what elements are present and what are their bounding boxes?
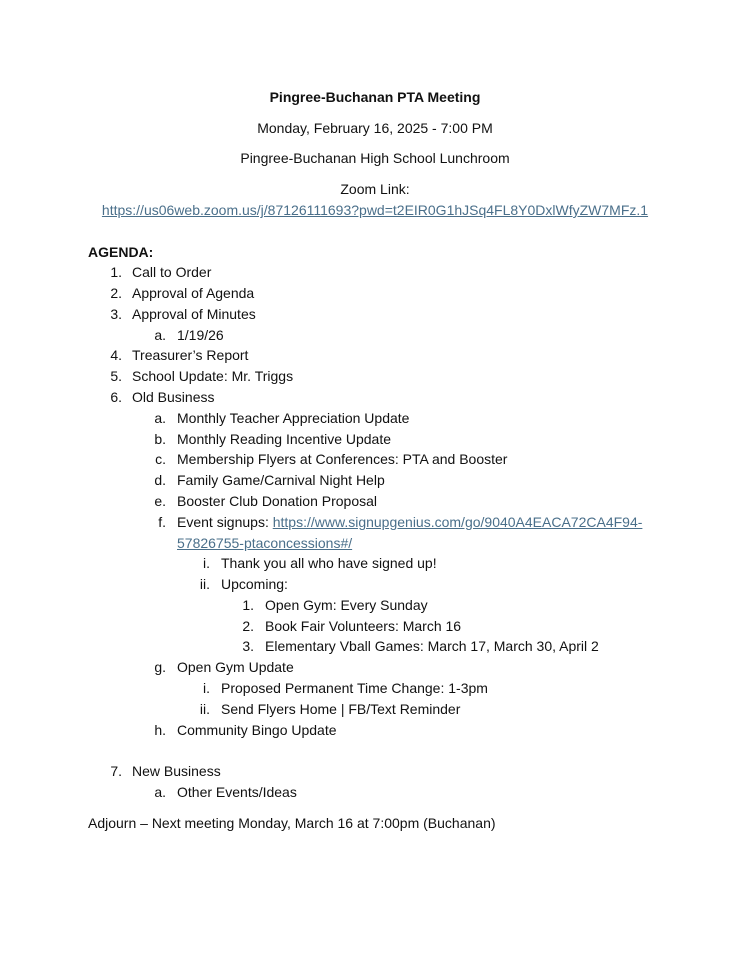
agenda-item: Monthly Teacher Appreciation Update [177,410,410,426]
agenda-item: Old Business [132,389,215,405]
item-number: i. [203,555,210,571]
agenda-item: School Update: Mr. Triggs [132,368,294,384]
item-number: h. [154,722,166,738]
item-number: b. [154,431,166,447]
agenda-item: 1/19/26 [177,327,224,343]
agenda-item: Community Bingo Update [177,722,337,738]
item-number: 2. [110,285,122,301]
zoom-label: Zoom Link: [340,181,410,197]
item-number: 7. [110,763,122,779]
agenda-item: Book Fair Volunteers: March 16 [265,618,462,634]
signup-link-continued[interactable]: 57826755-ptaconcessions#/ [177,535,353,551]
agenda-item: Treasurer’s Report [132,347,249,363]
item-number: d. [154,472,166,488]
item-number: g. [154,659,166,675]
agenda-item: New Business [132,763,221,779]
agenda-item: Elementary Vball Games: March 17, March 30, April 2 [265,638,599,654]
agenda-item: Approval of Minutes [132,306,256,322]
item-number: i. [203,680,210,696]
item-number: 3. [242,638,254,654]
item-number: f. [158,514,166,530]
zoom-link-row [0,202,750,218]
agenda-item: Call to Order [132,264,212,280]
item-number: e. [154,493,166,509]
agenda-item: Family Game/Carnival Night Help [177,472,385,488]
agenda-item: Open Gym Update [177,659,294,675]
item-number: a. [154,784,166,800]
event-signups-label: Event signups: [177,514,273,530]
item-number: ii. [199,576,210,592]
agenda-item: Proposed Permanent Time Change: 1-3pm [221,680,488,696]
item-number: 4. [110,347,122,363]
item-number: 1. [242,597,254,613]
agenda-item: Monthly Reading Incentive Update [177,431,392,447]
signup-link[interactable]: https://www.signupgenius.com/go/9040A4EACA72CA4F94- [272,514,643,530]
agenda-item: Send Flyers Home | FB/Text Reminder [221,701,461,717]
agenda-item: Booster Club Donation Proposal [177,493,378,509]
agenda-item: Open Gym: Every Sunday [265,597,428,613]
item-number: ii. [199,701,210,717]
agenda-item: Approval of Agenda [132,285,255,301]
item-number: a. [154,327,166,343]
agenda-item: Upcoming: [221,576,288,592]
page-title: Pingree-Buchanan PTA Meeting [269,89,481,105]
zoom-link[interactable]: https://us06web.zoom.us/j/87126111693?pwd=t2EIR0G1hJSq4FL8Y0DxlWfyZW7MFz.1 [101,202,649,218]
item-number: 5. [110,368,122,384]
item-number: 6. [110,389,122,405]
item-number: 1. [110,264,122,280]
item-number: c. [155,451,166,467]
agenda-item: Membership Flyers at Conferences: PTA and Booster [177,451,508,467]
meeting-location: Pingree-Buchanan High School Lunchroom [240,150,510,166]
agenda-item-event-signups [177,514,642,530]
meeting-datetime: Monday, February 16, 2025 - 7:00 PM [257,120,493,136]
agenda-heading: AGENDA: [88,244,154,260]
item-number: a. [154,410,166,426]
item-number: 2. [242,618,254,634]
item-number: 3. [110,306,122,322]
agenda-item: Other Events/Ideas [177,784,297,800]
signup-link-continued-row [177,535,352,551]
adjourn-note: Adjourn – Next meeting Monday, March 16 at 7:00pm (Buchanan) [88,815,496,831]
agenda-item: Thank you all who have signed up! [221,555,437,571]
